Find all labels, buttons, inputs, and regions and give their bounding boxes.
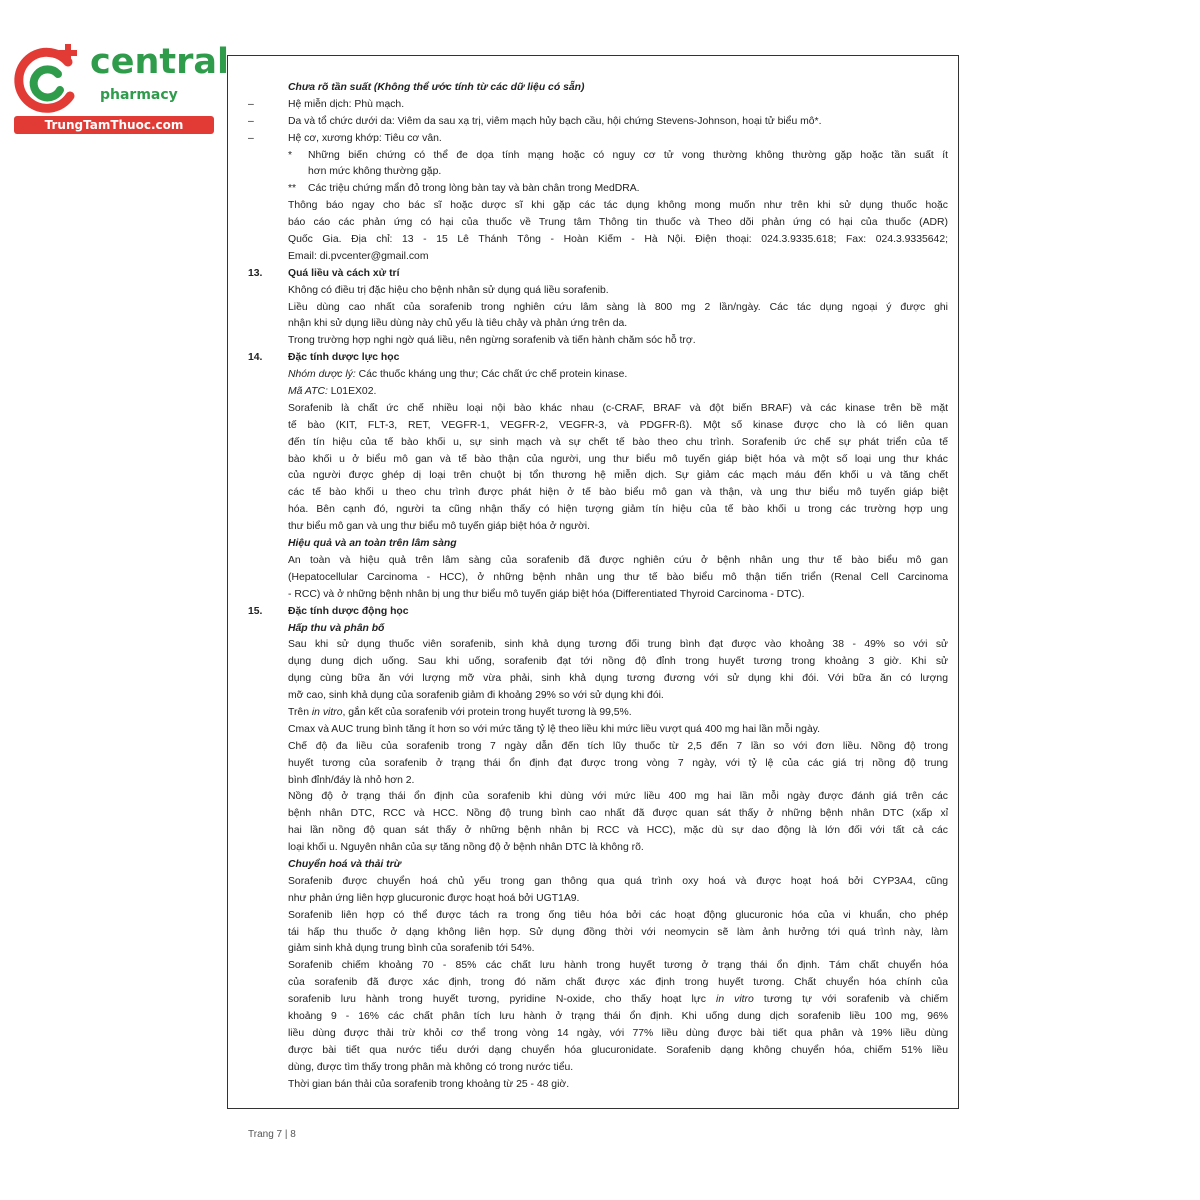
section-heading-13: 13. Quá liều và cách xử trí [248, 267, 400, 279]
paragraph-line: của sorafenib đã được xác định, trong đó năm chất được xác định trong huyết tương. Chất chuyển hóa chính của [288, 977, 948, 989]
brand-name: central [90, 42, 230, 82]
paragraph-line: dụng dung dịch uống. Sau khi uống, sorafenib đạt tới nồng độ đỉnh trong huyết tương trong khoảng 3 giờ. Khi sử [288, 656, 948, 668]
paragraph-line: Quốc Gia. Địa chỉ: 13 - 15 Lê Thánh Tông - Hoàn Kiếm - Hà Nội. Điện thoại: 024.3.9335.618; Fax: 024.3.9335642; [288, 234, 948, 246]
paragraph-line: bệnh nhân DTC, RCC và HCC. Nồng độ trung bình cao nhất đã được quan sát thấy ở những bệnh nhân DTC (xấp xỉ [288, 808, 948, 820]
paragraph-line: loại khối u. Nguyên nhân của sự tăng nồng độ ở bệnh nhân DTC là không rõ. [288, 842, 644, 854]
paragraph-line: Email: di.pvcenter@gmail.com [288, 250, 429, 262]
paragraph-line: - RCC) và ở những bệnh nhân bị ung thư biểu mô tuyến giáp biệt hóa (Differentiated Thyroid Carcinoma - DTC). [288, 588, 805, 600]
paragraph-line: đến tín hiệu của tế bào khối u, sự sinh mạch và sự chết tế bào theo chu trình. Sorafenib ức chế sự phát triển của tế [288, 436, 948, 448]
paragraph-line: thư biểu mô gan và ung thư biểu mô tuyến giáp biệt hóa ở người. [288, 521, 590, 533]
brand-subtitle: pharmacy [100, 87, 178, 103]
list-item: – Da và tổ chức dưới da: Viêm da sau xạ trị, viêm mạch hủy bạch cầu, hội chứng Stevens-Johnson, hoại tử biểu mô*. [248, 115, 822, 127]
section-heading-14: 14. Đặc tính dược lực học [248, 352, 400, 364]
page-number: Trang 7 | 8 [248, 1129, 296, 1140]
paragraph-line: Chế độ đa liều của sorafenib trong 7 ngày dẫn đến tích lũy thuốc từ 2,5 đến 7 lần so với đơn liều. Nồng độ trong [288, 740, 948, 752]
paragraph-line: Sau khi sử dụng thuốc viên sorafenib, sinh khả dụng tương đối trung bình đạt được vào khoảng 38 - 49% so với sử [288, 639, 948, 651]
paragraph-line: huyết tương của sorafenib ở trạng thái ổn định đạt được trong vòng 7 ngày, với tỷ lệ của các giá trị nồng độ trung [288, 757, 948, 769]
subheading: Hấp thu và phân bố [288, 622, 385, 634]
paragraph-line: Sorafenib chiếm khoảng 70 - 85% các chất lưu hành trong huyết tương ở trạng thái ổn định. Tám chất chuyển hóa [288, 960, 948, 972]
paragraph-line: nhận khi sử dụng liều dùng này chủ yếu là tiêu chảy và phản ứng trên da. [288, 318, 628, 330]
section-heading-15: 15. Đặc tính dược động học [248, 605, 409, 617]
paragraph-line: các tế bào khối u theo chu trình được phát hiện ở tế bào biểu mô gan và thận, và ung thư biểu mô tuyến giáp biệt [288, 487, 948, 499]
paragraph-line: sorafenib lưu hành trong huyết tương, pyridine N-oxide, cho thấy hoạt lực in vitro tương tự với sorafenib và chiếm [288, 994, 948, 1006]
paragraph-line: Sorafenib liên hợp có thể được tách ra trong ống tiêu hóa bởi các hoạt động glucuronic hóa của vi khuẩn, cho phép [288, 909, 948, 921]
paragraph-line: báo cáo các phản ứng có hại của thuốc về Trung tâm Thông tin thuốc và Theo dõi phản ứng có hại của thuốc (ADR) [288, 217, 948, 229]
paragraph-line: Sorafenib được chuyển hoá chủ yếu trong gan thông qua quá trình oxy hoá và được hoạt hoá bởi CYP3A4, cũng [288, 875, 948, 887]
brand-url: TrungTamThuoc.com [14, 116, 214, 134]
paragraph-line: dùng, được tìm thấy trong phân mà không có trong nước tiểu. [288, 1061, 574, 1073]
paragraph-line: Trên in vitro, gắn kết của sorafenib với protein trong huyết tương là 99,5%. [288, 706, 632, 718]
footnote: * Những biến chứng có thể đe dọa tính mạng hoặc có nguy cơ tử vong thường không thường gặp hoặc tần suất ít [288, 149, 948, 161]
paragraph-line: Mã ATC: L01EX02. [288, 386, 377, 398]
paragraph-line: liều dùng được thải trừ khỏi cơ thể trong vòng 14 ngày, với 77% liều dùng được bài tiết qua phân và 19% liều dùng [288, 1027, 948, 1039]
paragraph-line: giảm sinh khả dụng trung bình của sorafenib tới 54%. [288, 943, 535, 955]
paragraph-line: Thông báo ngay cho bác sĩ hoặc dược sĩ khi gặp các tác dụng không mong muốn như trên khi sử dụng thuốc hoặc [288, 200, 948, 212]
footnote: ** Các triệu chứng mẩn đỏ trong lòng bàn tay và bàn chân trong MedDRA. [288, 183, 640, 195]
paragraph-line: mỡ cao, sinh khả dụng của sorafenib giảm đi khoảng 29% so với sử dụng khi đói. [288, 690, 664, 702]
document-content [248, 80, 948, 1093]
paragraph-line: Trong trường hợp nghi ngờ quá liều, nên ngừng sorafenib và tiến hành chăm sóc hỗ trợ. [288, 335, 696, 347]
subheading: Chuyển hoá và thải trừ [288, 858, 402, 870]
paragraph-line: tế bào (KIT, FLT-3, RET, VEGFR-1, VEGFR-2, VEGFR-3, và PDGFR-ß). Một số kinase được cho là có liên quan [288, 419, 948, 431]
paragraph-line: bình đỉnh/đáy là nhỏ hơn 2. [288, 774, 415, 786]
paragraph-line: của người được ghép dị loại trên chuột bị tổn thương hệ miễn dịch. Sự giảm các mạch máu đến khối u và tăng chết [288, 470, 948, 482]
list-item: – Hệ miễn dịch: Phù mạch. [248, 98, 405, 110]
paragraph-line: Thời gian bán thải của sorafenib trong khoảng từ 25 - 48 giờ. [288, 1078, 570, 1090]
paragraph-line: An toàn và hiệu quả trên lâm sàng của sorafenib đã được nghiên cứu ở bệnh nhân ung thư tế bào biểu mô gan [288, 554, 948, 566]
paragraph-line: bào khối u ở biểu mô gan và tế bào thận của người, ung thư biểu mô tuyến giáp biệt hóa và một số loại ung thư khác [288, 453, 948, 465]
paragraph-line: được bài tiết qua nước tiểu dưới dạng chuyển hóa glucuronidate. Sorafenib dạng không chuyển hóa, chiếm 51% liều [288, 1044, 948, 1056]
heading-frequency-unknown: Chưa rõ tần suất (Không thể ước tính từ các dữ liệu có sẵn) [288, 82, 585, 93]
paragraph-line: Không có điều trị đặc hiệu cho bệnh nhân sử dụng quá liều sorafenib. [288, 284, 609, 296]
paragraph-line: hai lần nồng độ quan sát thấy ở những bệnh nhân bị RCC và HCC), mặc dù sự dao động là lớn đối với tất cả các [288, 825, 948, 837]
central-pharmacy-logo-icon [10, 38, 90, 118]
paragraph-line: như phản ứng liên hợp glucuronic được hoạt hoá bởi UGT1A9. [288, 892, 580, 904]
paragraph-line: (Hepatocellular Carcinoma - HCC), ở những bệnh nhân ung thư tế bào biểu mô thận tiến triển (Renal Cell Carcinoma [288, 571, 948, 583]
brand-logo [10, 38, 230, 138]
paragraph-line: Cmax và AUC trung bình tăng ít hơn so với mức tăng tỷ lệ theo liều khi mức liều vượt quá 400 mg hai lần mỗi ngày. [288, 723, 821, 735]
paragraph-line: hóa. Bên cạnh đó, người ta cũng nhận thấy có hiện tượng giảm tín hiệu của tế bào khối u trong các trường hợp ung [288, 504, 948, 516]
paragraph-line: dụng cùng bữa ăn với lượng mỡ vừa phải, sinh khả dụng tương đương với sử dụng khi đói. Với bữa ăn có lượng [288, 673, 948, 685]
subheading: Hiệu quả và an toàn trên lâm sàng [288, 538, 457, 550]
footnote-cont: hơn mức không thường gặp. [308, 166, 442, 178]
paragraph-line: tái hấp thu thuốc ở dạng không liên hợp. Sử dụng đồng thời với neomycin sẽ làm ảnh hưởng tới quá trình này, làm [288, 926, 948, 938]
paragraph-line: Nồng độ ở trạng thái ổn định của sorafenib khi dùng với mức liều 400 mg hai lần mỗi ngày được đánh giá trên các [288, 791, 948, 803]
document-page [227, 55, 959, 1109]
paragraph-line: khoảng 9 - 16% các chất phân tích lưu hành ở trạng thái ổn định. Khi uống dung dịch sorafenib liều 100 mg, 96% [288, 1010, 948, 1022]
list-item: – Hệ cơ, xương khớp: Tiêu cơ vân. [248, 132, 442, 144]
paragraph-line: Sorafenib là chất ức chế nhiều loại nội bào khác nhau (c-CRAF, BRAF và đột biến BRAF) và các kinase trên bề mặt [288, 402, 948, 414]
paragraph-line: Liều dùng cao nhất của sorafenib trong nghiên cứu lâm sàng là 800 mg 2 lần/ngày. Các tác dụng ngoại ý được ghi [288, 301, 948, 313]
paragraph-line: Nhóm dược lý: Các thuốc kháng ung thư; Các chất ức chế protein kinase. [288, 369, 628, 381]
